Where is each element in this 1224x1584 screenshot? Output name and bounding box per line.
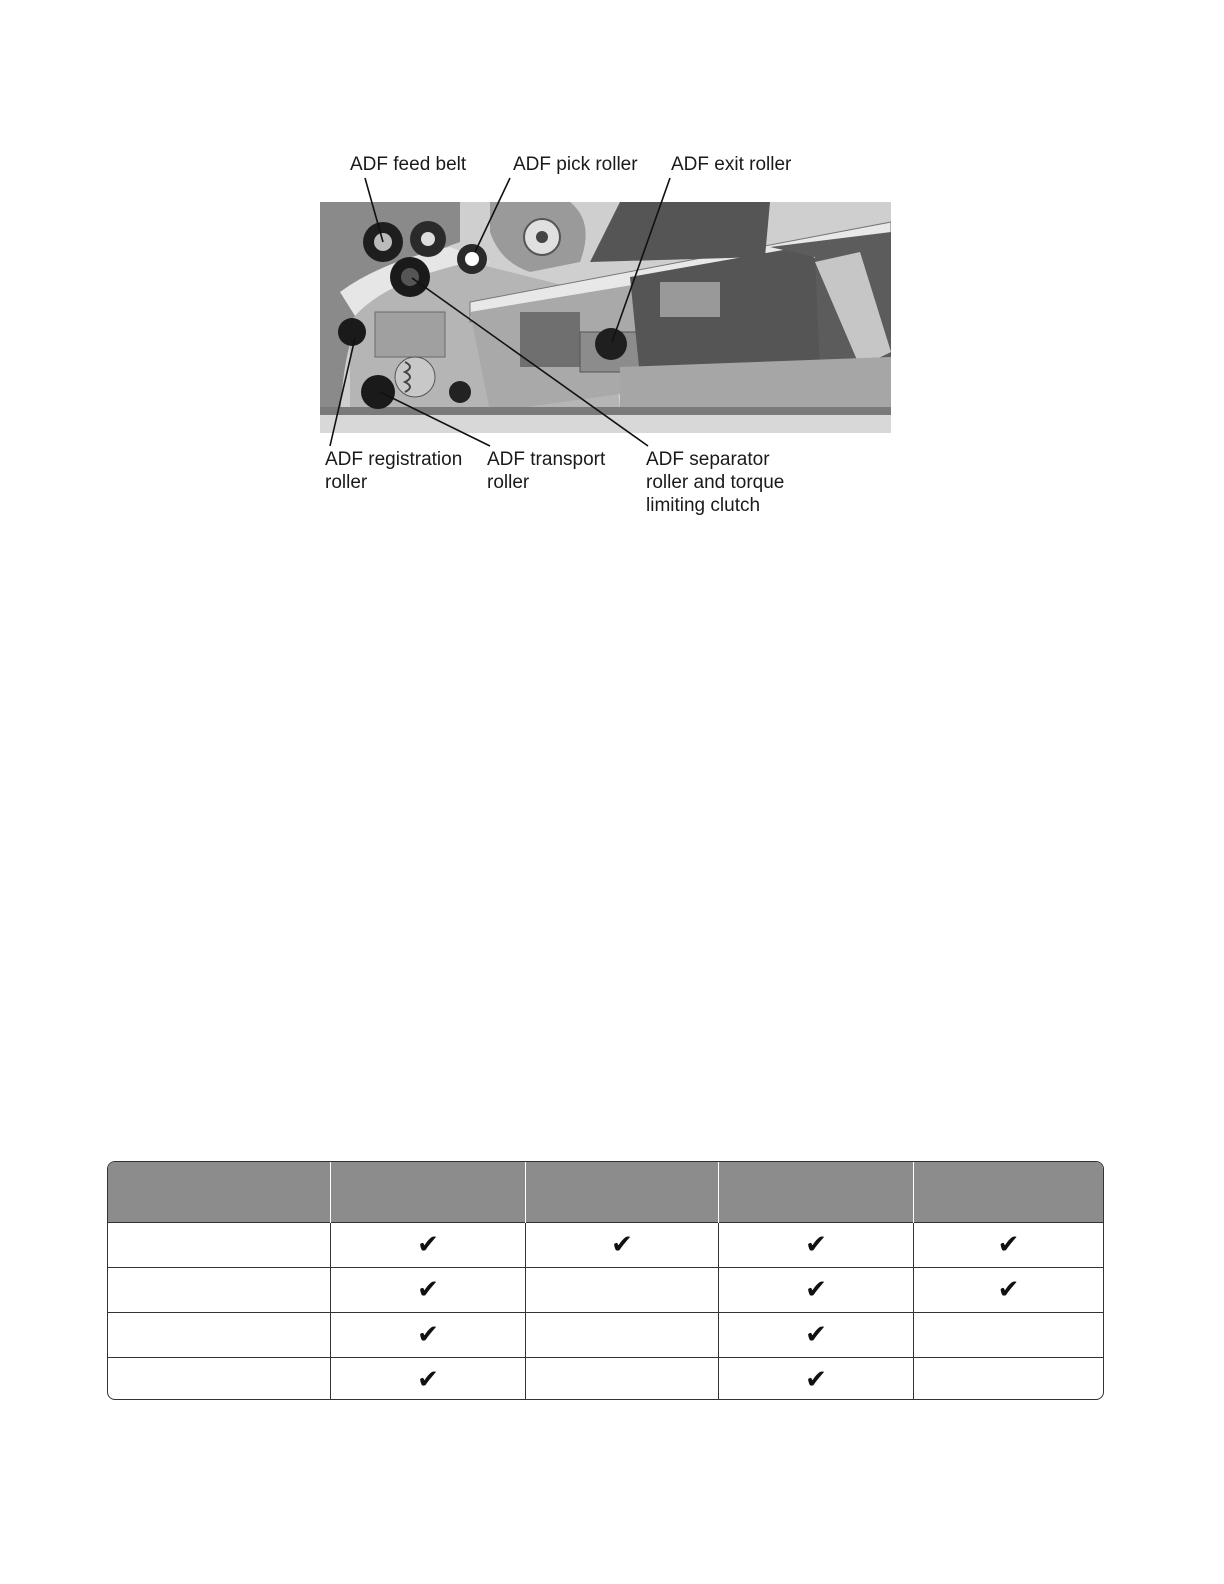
feature-table-grid (108, 1162, 1103, 1400)
row-label-cell (108, 1268, 331, 1313)
table-cell (719, 1223, 914, 1268)
check-mark-icon: ✔ (417, 1230, 439, 1260)
check-mark-icon: ✔ (417, 1320, 439, 1350)
table-cell (331, 1313, 526, 1358)
check-mark-icon: ✔ (805, 1230, 827, 1260)
label-line: limiting clutch (646, 495, 761, 516)
table-row (108, 1268, 1103, 1313)
table-row (108, 1223, 1103, 1268)
label-line: ADF registration (325, 449, 463, 470)
row-label-cell (108, 1223, 331, 1268)
label-adf-registration-roller (325, 448, 462, 494)
check-mark-icon: ✔ (805, 1365, 827, 1395)
table-cell (719, 1358, 914, 1401)
table-cell (914, 1223, 1104, 1268)
table-cell (331, 1358, 526, 1401)
check-mark-icon: ✔ (417, 1275, 439, 1305)
table-cell (526, 1313, 719, 1358)
label-adf-feed-belt: ADF feed belt (350, 154, 467, 175)
check-mark-icon: ✔ (805, 1320, 827, 1350)
label-adf-pick-roller: ADF pick roller (513, 154, 638, 175)
label-adf-transport-roller (487, 448, 605, 494)
label-adf-separator-roller (646, 448, 784, 517)
check-mark-icon: ✔ (997, 1230, 1020, 1260)
label-line: roller (325, 472, 368, 493)
table-cell (914, 1268, 1104, 1313)
table-header-cell (914, 1162, 1104, 1223)
table-cell (331, 1268, 526, 1313)
table-cell (526, 1358, 719, 1401)
table-header-cell (719, 1162, 914, 1223)
table-cell (526, 1223, 719, 1268)
label-line: ADF separator (646, 449, 770, 470)
label-line: roller (487, 472, 530, 493)
table-cell (914, 1358, 1104, 1401)
table-cell (914, 1313, 1104, 1358)
table-cell (719, 1313, 914, 1358)
label-line: roller and torque (646, 472, 785, 493)
label-line: ADF transport (487, 449, 606, 470)
table-cell (719, 1268, 914, 1313)
label-adf-exit-roller: ADF exit roller (671, 154, 792, 175)
check-mark-icon: ✔ (611, 1230, 633, 1260)
table-cell (526, 1268, 719, 1313)
table-row (108, 1358, 1103, 1401)
table-cell (331, 1223, 526, 1268)
table-header-cell (108, 1162, 331, 1223)
table-row (108, 1313, 1103, 1358)
table-header-cell (331, 1162, 526, 1223)
check-mark-icon: ✔ (417, 1365, 439, 1395)
table-header-cell (526, 1162, 719, 1223)
table-header-row (108, 1162, 1103, 1223)
check-mark-icon: ✔ (805, 1275, 827, 1305)
row-label-cell (108, 1313, 331, 1358)
adf-mechanism-illustration (320, 202, 891, 433)
row-label-cell (108, 1358, 331, 1401)
feature-table (107, 1161, 1104, 1400)
check-mark-icon: ✔ (997, 1275, 1020, 1305)
